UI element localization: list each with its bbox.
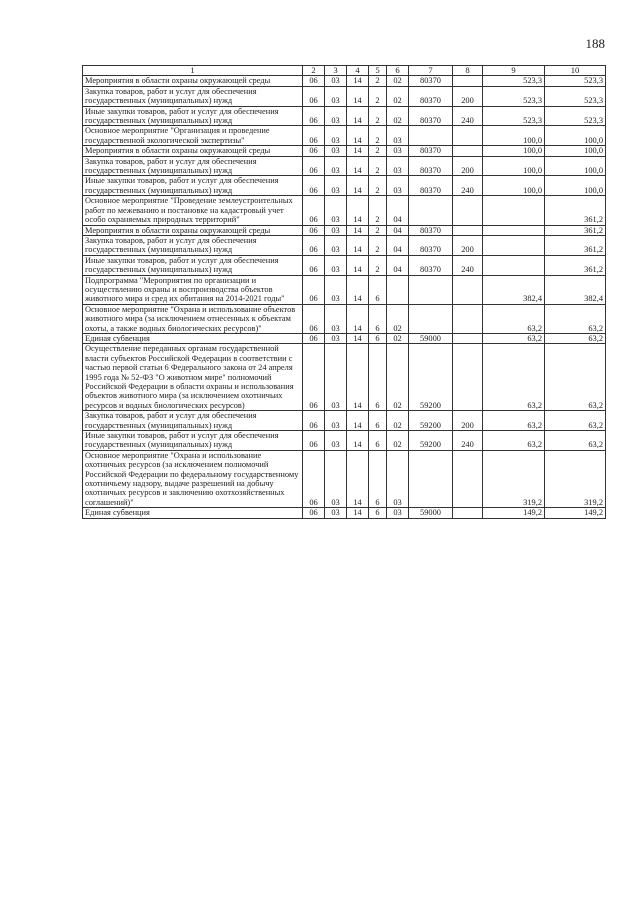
cell-c3: 03 <box>325 508 347 518</box>
cell-c4: 14 <box>347 255 369 275</box>
cell-c10: 100,0 <box>545 156 606 176</box>
cell-c2: 06 <box>303 86 325 106</box>
cell-c3: 03 <box>325 431 347 451</box>
row-name: Подпрограмма "Мероприятия по организации и осуществлению охраны и воспроизводства объектов животного мира и сред их обитания на 2014-2021 годы" <box>83 275 303 304</box>
table-row <box>83 86 606 106</box>
row-name: Основное мероприятие "Охрана и использование охотничьих ресурсов (за исключением полномочий Российской Федерации по федеральному государственному охотничьему надзору, выдаче разрешений на добычу охотничьих ресурсов и заключению охотхозяйственных соглашений)" <box>83 450 303 507</box>
cell-c6: 03 <box>387 450 409 507</box>
cell-c8 <box>453 76 483 86</box>
column-header: 9 <box>483 66 545 76</box>
cell-c5: 2 <box>369 176 387 196</box>
cell-c2: 06 <box>303 76 325 86</box>
cell-c8 <box>453 196 483 225</box>
cell-c4: 14 <box>347 106 369 126</box>
cell-c8 <box>453 275 483 304</box>
cell-c2: 06 <box>303 450 325 507</box>
cell-c3: 03 <box>325 126 347 146</box>
cell-c10: 382,4 <box>545 275 606 304</box>
cell-c7: 80370 <box>409 76 453 86</box>
cell-c8 <box>453 333 483 343</box>
cell-c3: 03 <box>325 76 347 86</box>
table-row <box>83 255 606 275</box>
cell-c7: 80370 <box>409 146 453 156</box>
cell-c8: 200 <box>453 235 483 255</box>
cell-c2: 06 <box>303 225 325 235</box>
cell-c7: 59000 <box>409 508 453 518</box>
column-header: 1 <box>83 66 303 76</box>
cell-c6: 04 <box>387 196 409 225</box>
row-name: Единая субвенция <box>83 333 303 343</box>
cell-c5: 6 <box>369 275 387 304</box>
cell-c5: 2 <box>369 106 387 126</box>
cell-c5: 6 <box>369 411 387 431</box>
cell-c9: 100,0 <box>483 176 545 196</box>
cell-c10: 149,2 <box>545 508 606 518</box>
row-name: Иные закупки товаров, работ и услуг для обеспечения государственных (муниципальных) нужд <box>83 431 303 451</box>
cell-c10: 100,0 <box>545 176 606 196</box>
table-row <box>83 411 606 431</box>
cell-c6: 02 <box>387 333 409 343</box>
page-number: 188 <box>585 36 605 51</box>
cell-c5: 2 <box>369 196 387 225</box>
cell-c4: 14 <box>347 156 369 176</box>
cell-c10: 100,0 <box>545 126 606 146</box>
cell-c5: 2 <box>369 255 387 275</box>
cell-c4: 14 <box>347 225 369 235</box>
row-name: Основное мероприятие "Проведение землеустроительных работ по межеванию и постановке на кадастровый учет особо охраняемых природных территорий" <box>83 196 303 225</box>
cell-c3: 03 <box>325 333 347 343</box>
column-header: 2 <box>303 66 325 76</box>
cell-c7: 59200 <box>409 431 453 451</box>
cell-c10: 63,2 <box>545 411 606 431</box>
cell-c4: 14 <box>347 126 369 146</box>
cell-c6: 03 <box>387 176 409 196</box>
header-row <box>83 66 606 76</box>
cell-c6: 02 <box>387 411 409 431</box>
cell-c4: 14 <box>347 76 369 86</box>
table-body <box>83 76 606 518</box>
cell-c3: 03 <box>325 156 347 176</box>
cell-c3: 03 <box>325 304 347 333</box>
column-header: 6 <box>387 66 409 76</box>
cell-c9: 523,3 <box>483 106 545 126</box>
table-row <box>83 225 606 235</box>
table-row <box>83 146 606 156</box>
cell-c9: 523,3 <box>483 76 545 86</box>
row-name: Закупка товаров, работ и услуг для обеспечения государственных (муниципальных) нужд <box>83 86 303 106</box>
cell-c9: 63,2 <box>483 431 545 451</box>
row-name: Иные закупки товаров, работ и услуг для обеспечения государственных (муниципальных) нужд <box>83 106 303 126</box>
cell-c7 <box>409 275 453 304</box>
cell-c7: 80370 <box>409 255 453 275</box>
cell-c6: 03 <box>387 146 409 156</box>
column-header: 8 <box>453 66 483 76</box>
cell-c3: 03 <box>325 146 347 156</box>
cell-c4: 14 <box>347 431 369 451</box>
cell-c10: 523,3 <box>545 76 606 86</box>
table-row <box>83 344 606 411</box>
cell-c6: 02 <box>387 431 409 451</box>
row-name: Основное мероприятие "Охрана и использование объектов животного мира (за исключением отнесенных к объектам охоты, а также водных биологических ресурсов)" <box>83 304 303 333</box>
row-name: Мероприятия в области охраны окружающей среды <box>83 146 303 156</box>
cell-c6 <box>387 275 409 304</box>
table-row <box>83 333 606 343</box>
cell-c3: 03 <box>325 411 347 431</box>
cell-c2: 06 <box>303 156 325 176</box>
cell-c4: 14 <box>347 196 369 225</box>
cell-c9: 100,0 <box>483 156 545 176</box>
cell-c2: 06 <box>303 344 325 411</box>
cell-c7: 80370 <box>409 106 453 126</box>
cell-c3: 03 <box>325 225 347 235</box>
cell-c3: 03 <box>325 344 347 411</box>
table-row <box>83 508 606 518</box>
row-name: Закупка товаров, работ и услуг для обеспечения государственных (муниципальных) нужд <box>83 411 303 431</box>
cell-c5: 6 <box>369 333 387 343</box>
cell-c3: 03 <box>325 176 347 196</box>
row-name: Мероприятия в области охраны окружающей среды <box>83 76 303 86</box>
table-row <box>83 235 606 255</box>
cell-c7 <box>409 196 453 225</box>
cell-c6: 03 <box>387 156 409 176</box>
cell-c2: 06 <box>303 196 325 225</box>
column-header: 10 <box>545 66 606 76</box>
cell-c8 <box>453 225 483 235</box>
cell-c10: 361,2 <box>545 255 606 275</box>
cell-c10: 100,0 <box>545 146 606 156</box>
cell-c3: 03 <box>325 86 347 106</box>
cell-c2: 06 <box>303 235 325 255</box>
cell-c5: 2 <box>369 126 387 146</box>
cell-c4: 14 <box>347 275 369 304</box>
cell-c8 <box>453 146 483 156</box>
cell-c8: 240 <box>453 176 483 196</box>
cell-c6: 02 <box>387 106 409 126</box>
cell-c3: 03 <box>325 255 347 275</box>
table-row <box>83 275 606 304</box>
cell-c3: 03 <box>325 106 347 126</box>
cell-c7 <box>409 450 453 507</box>
table-row <box>83 106 606 126</box>
cell-c4: 14 <box>347 344 369 411</box>
cell-c9: 63,2 <box>483 411 545 431</box>
cell-c5: 6 <box>369 508 387 518</box>
cell-c9: 63,2 <box>483 333 545 343</box>
cell-c3: 03 <box>325 196 347 225</box>
column-header: 4 <box>347 66 369 76</box>
cell-c7: 59000 <box>409 333 453 343</box>
cell-c2: 06 <box>303 176 325 196</box>
cell-c4: 14 <box>347 86 369 106</box>
row-name: Единая субвенция <box>83 508 303 518</box>
cell-c7 <box>409 304 453 333</box>
cell-c10: 63,2 <box>545 344 606 411</box>
cell-c5: 6 <box>369 344 387 411</box>
cell-c6: 02 <box>387 76 409 86</box>
cell-c5: 2 <box>369 225 387 235</box>
cell-c8: 200 <box>453 156 483 176</box>
cell-c9 <box>483 196 545 225</box>
row-name: Иные закупки товаров, работ и услуг для обеспечения государственных (муниципальных) нужд <box>83 176 303 196</box>
cell-c7: 59200 <box>409 344 453 411</box>
cell-c4: 14 <box>347 333 369 343</box>
cell-c7: 80370 <box>409 176 453 196</box>
cell-c5: 2 <box>369 235 387 255</box>
cell-c5: 2 <box>369 76 387 86</box>
cell-c2: 06 <box>303 431 325 451</box>
cell-c9: 149,2 <box>483 508 545 518</box>
cell-c7: 80370 <box>409 235 453 255</box>
budget-table <box>82 65 606 519</box>
cell-c2: 06 <box>303 304 325 333</box>
cell-c5: 2 <box>369 146 387 156</box>
cell-c8 <box>453 508 483 518</box>
cell-c2: 06 <box>303 255 325 275</box>
cell-c5: 2 <box>369 156 387 176</box>
column-header: 7 <box>409 66 453 76</box>
cell-c8: 240 <box>453 255 483 275</box>
cell-c10: 361,2 <box>545 225 606 235</box>
cell-c8 <box>453 450 483 507</box>
cell-c3: 03 <box>325 275 347 304</box>
row-name: Осуществление переданных органам государственной власти субъектов Российской Федерации в соответствии с частью первой статьи 6 Федерального закона от 24 апреля 1995 года № 52-ФЗ "О животном мире" полномочий Российской Федерации в области охраны и использования объектов животного мира (за исключением охотничьих ресурсов и водных биологических ресурсов) <box>83 344 303 411</box>
cell-c9: 100,0 <box>483 146 545 156</box>
cell-c5: 6 <box>369 431 387 451</box>
cell-c10: 523,3 <box>545 86 606 106</box>
cell-c8: 240 <box>453 431 483 451</box>
table-row <box>83 450 606 507</box>
cell-c5: 6 <box>369 304 387 333</box>
row-name: Закупка товаров, работ и услуг для обеспечения государственных (муниципальных) нужд <box>83 156 303 176</box>
cell-c10: 63,2 <box>545 304 606 333</box>
row-name: Закупка товаров, работ и услуг для обеспечения государственных (муниципальных) нужд <box>83 235 303 255</box>
cell-c4: 14 <box>347 508 369 518</box>
table-row <box>83 76 606 86</box>
row-name: Иные закупки товаров, работ и услуг для обеспечения государственных (муниципальных) нужд <box>83 255 303 275</box>
cell-c9 <box>483 225 545 235</box>
cell-c9 <box>483 255 545 275</box>
cell-c3: 03 <box>325 235 347 255</box>
cell-c9: 100,0 <box>483 126 545 146</box>
cell-c9: 63,2 <box>483 344 545 411</box>
cell-c8: 240 <box>453 106 483 126</box>
column-header: 3 <box>325 66 347 76</box>
cell-c10: 361,2 <box>545 196 606 225</box>
cell-c7: 80370 <box>409 156 453 176</box>
cell-c4: 14 <box>347 411 369 431</box>
cell-c6: 03 <box>387 508 409 518</box>
cell-c6: 03 <box>387 126 409 146</box>
row-name: Основное мероприятие "Организация и проведение государственной экологической экспертизы" <box>83 126 303 146</box>
cell-c5: 6 <box>369 450 387 507</box>
cell-c9: 63,2 <box>483 304 545 333</box>
cell-c4: 14 <box>347 450 369 507</box>
cell-c6: 02 <box>387 344 409 411</box>
cell-c2: 06 <box>303 411 325 431</box>
cell-c6: 02 <box>387 304 409 333</box>
cell-c8 <box>453 126 483 146</box>
cell-c8: 200 <box>453 86 483 106</box>
cell-c4: 14 <box>347 235 369 255</box>
cell-c10: 361,2 <box>545 235 606 255</box>
cell-c2: 06 <box>303 146 325 156</box>
cell-c9 <box>483 235 545 255</box>
cell-c6: 02 <box>387 86 409 106</box>
table-row <box>83 196 606 225</box>
cell-c10: 63,2 <box>545 333 606 343</box>
cell-c7: 80370 <box>409 225 453 235</box>
cell-c4: 14 <box>347 176 369 196</box>
cell-c10: 319,2 <box>545 450 606 507</box>
column-header: 5 <box>369 66 387 76</box>
cell-c3: 03 <box>325 450 347 507</box>
cell-c2: 06 <box>303 126 325 146</box>
cell-c10: 523,3 <box>545 106 606 126</box>
cell-c5: 2 <box>369 86 387 106</box>
table-row <box>83 304 606 333</box>
cell-c6: 04 <box>387 225 409 235</box>
cell-c2: 06 <box>303 333 325 343</box>
cell-c6: 04 <box>387 255 409 275</box>
cell-c7 <box>409 126 453 146</box>
cell-c8 <box>453 344 483 411</box>
cell-c2: 06 <box>303 508 325 518</box>
cell-c7: 80370 <box>409 86 453 106</box>
cell-c4: 14 <box>347 304 369 333</box>
cell-c10: 63,2 <box>545 431 606 451</box>
row-name: Мероприятия в области охраны окружающей среды <box>83 225 303 235</box>
cell-c2: 06 <box>303 275 325 304</box>
table-row <box>83 176 606 196</box>
cell-c4: 14 <box>347 146 369 156</box>
cell-c9: 382,4 <box>483 275 545 304</box>
cell-c6: 04 <box>387 235 409 255</box>
table-row <box>83 156 606 176</box>
cell-c8 <box>453 304 483 333</box>
cell-c7: 59200 <box>409 411 453 431</box>
cell-c9: 523,3 <box>483 86 545 106</box>
cell-c8: 200 <box>453 411 483 431</box>
cell-c2: 06 <box>303 106 325 126</box>
cell-c9: 319,2 <box>483 450 545 507</box>
table-row <box>83 431 606 451</box>
table-row <box>83 126 606 146</box>
